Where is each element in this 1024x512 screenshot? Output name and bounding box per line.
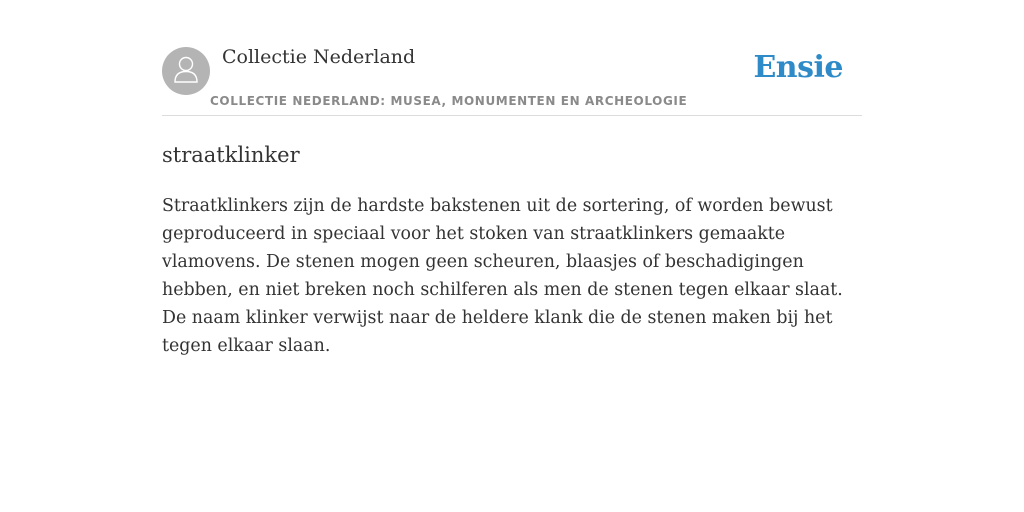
collection-link[interactable]: COLLECTIE NEDERLAND: MUSEA, MONUMENTEN EN ARCHEOLOGIE: [210, 94, 688, 108]
brand-logo[interactable]: Ensie: [753, 50, 843, 85]
entry-header: [162, 44, 862, 116]
author-name-link[interactable]: Collectie Nederland: [222, 46, 416, 68]
avatar[interactable]: [162, 47, 210, 95]
entry-definition: Straatklinkers zijn de hardste bakstenen uit de sortering, of worden bewust geproduceerd in speciaal voor het stoken van straatklinkers gemaakte vlamovens. De stenen mogen geen scheuren, blaasjes of beschadigingen hebben, en niet breken noch schilferen als men de stenen tegen elkaar slaat. De naam klinker verwijst naar de heldere klank die de stenen maken bij het tegen elkaar slaan.: [162, 196, 843, 356]
content-container: [162, 44, 862, 360]
user-icon: [172, 54, 200, 89]
entry-title: straatklinker: [162, 143, 300, 167]
